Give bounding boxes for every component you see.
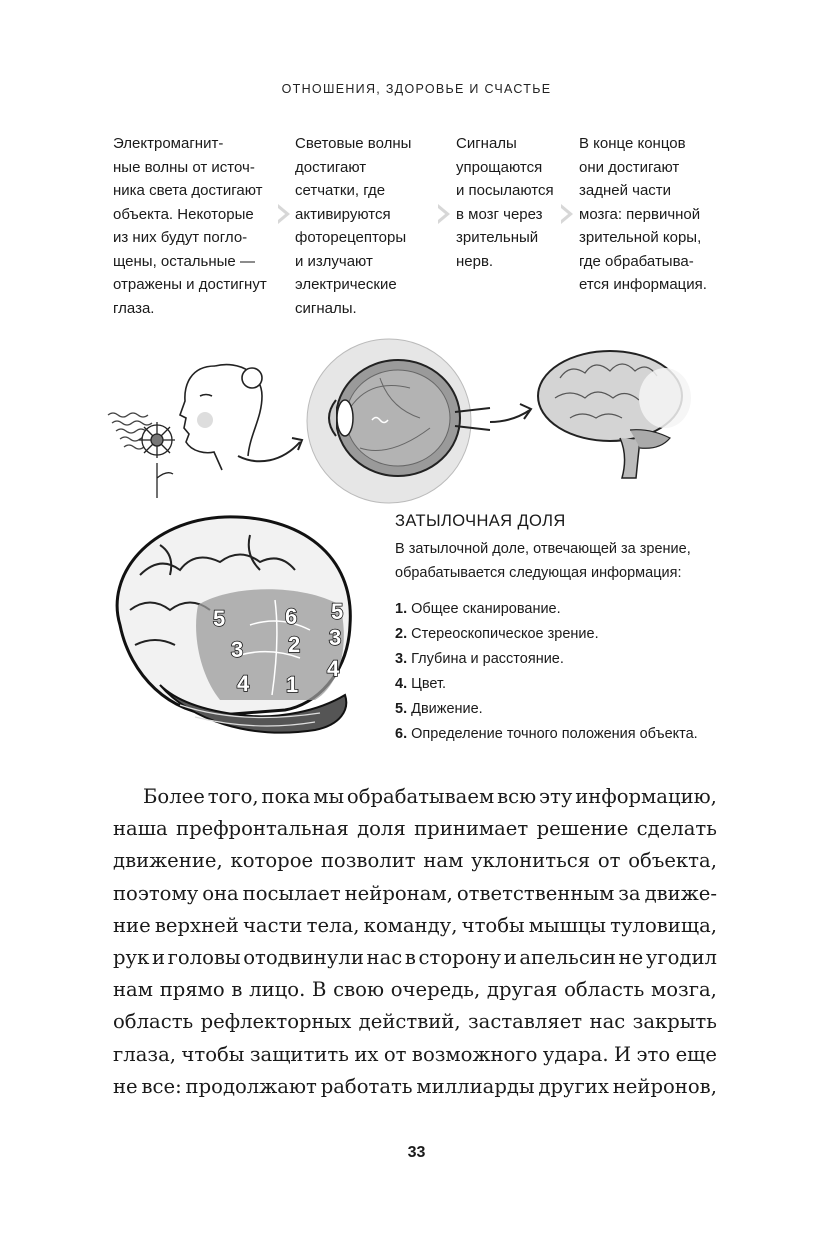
step-line: Электромагнит- <box>113 135 224 152</box>
face-profile-icon <box>180 365 262 470</box>
word: все: <box>141 1074 182 1098</box>
word: доля <box>357 817 406 841</box>
word: информацию, <box>575 785 717 808</box>
word: нейронов, <box>612 1074 717 1098</box>
word: работать <box>320 1074 413 1098</box>
word: префронтальная <box>176 817 349 841</box>
word: нас <box>366 946 403 970</box>
list-item <box>395 722 815 747</box>
item-number: 3. <box>395 651 408 667</box>
legend-title: ЗАТЫЛОЧНАЯ ДОЛЯ <box>395 512 566 530</box>
word: не <box>113 1074 138 1098</box>
diagram-label: 3 <box>231 637 244 662</box>
word: ние <box>113 913 151 937</box>
step-1-caption <box>113 132 267 320</box>
word: принимает <box>414 817 529 841</box>
word: того, <box>207 785 259 808</box>
word: И <box>614 1042 632 1066</box>
word: которое <box>230 849 314 873</box>
word: продолжают <box>185 1074 317 1098</box>
word: всю <box>497 785 537 808</box>
paragraph-line <box>113 974 717 1006</box>
word: команду, <box>363 913 458 937</box>
diagram-label: 1 <box>286 672 299 697</box>
word: в <box>404 946 416 970</box>
word: и <box>151 946 166 970</box>
word: еще <box>675 1042 717 1066</box>
word: другая <box>486 978 558 1002</box>
step-line: Световые волны <box>295 135 412 152</box>
flower-icon <box>139 422 175 498</box>
word: движение, <box>113 849 223 873</box>
step-line: и посылаются <box>456 182 554 199</box>
item-number: 1. <box>395 601 408 617</box>
chevron-right-icon <box>278 204 290 224</box>
paragraph-line <box>113 1006 717 1038</box>
word: закрыть <box>632 1010 717 1034</box>
paragraph-line <box>113 1071 717 1103</box>
paragraph-line <box>113 910 717 942</box>
word: это <box>636 1042 671 1066</box>
word: объекта, <box>628 849 717 873</box>
diagram-label: 5 <box>213 606 226 631</box>
list-item <box>395 697 815 722</box>
eye-cross-section-icon <box>307 339 490 503</box>
word: верхней <box>154 913 239 937</box>
word: рефлекторных <box>200 1010 352 1034</box>
word: Более <box>143 785 205 808</box>
brain-side-icon <box>538 351 691 478</box>
word: чтобы <box>181 1042 245 1066</box>
step-line: где обрабатыва- <box>579 252 694 270</box>
step-line: они достигают <box>579 158 680 176</box>
item-number: 2. <box>395 626 408 642</box>
step-line: щены, остальные — <box>113 252 255 270</box>
body-paragraph <box>113 781 717 1103</box>
item-text: Глубина и расстояние. <box>411 651 564 667</box>
word: глаза, <box>113 1042 176 1066</box>
word: нам <box>423 849 464 873</box>
word: нам <box>113 978 153 1002</box>
step-line: глаза. <box>113 299 155 317</box>
word: мы <box>313 785 345 808</box>
diagram-label: 4 <box>237 671 250 696</box>
step-line: упрощаются <box>456 158 543 176</box>
word: чтобы <box>461 913 525 937</box>
description-line: обрабатывается следующая информация: <box>395 565 682 581</box>
page-number: 33 <box>407 1144 426 1161</box>
word: эту <box>539 785 573 808</box>
word: посылает <box>242 881 341 905</box>
word: ответственным <box>456 881 615 905</box>
word: прямо <box>159 978 225 1002</box>
word: от <box>383 1042 407 1066</box>
item-text: Стереоскопическое зрение. <box>411 626 599 642</box>
step-line: из них будут погло- <box>113 229 248 246</box>
paragraph-line <box>113 813 717 845</box>
step-line: нерв. <box>456 252 494 270</box>
diagram-label: 3 <box>329 625 342 650</box>
diagram-label: 6 <box>285 604 298 629</box>
word: от <box>597 849 621 873</box>
step-line: мозга: первичной <box>579 205 701 223</box>
word: мозга, <box>651 978 717 1002</box>
word: других <box>538 1074 609 1098</box>
word: обрабатываем <box>346 785 495 808</box>
diagram-label: 4 <box>327 656 340 681</box>
word: не <box>618 946 644 970</box>
word: мышцы <box>528 913 606 937</box>
step-3-caption <box>456 132 554 273</box>
step-line: объекта. Некоторые <box>113 205 254 223</box>
word: В <box>312 978 327 1002</box>
paragraph-line <box>113 1039 717 1071</box>
list-item <box>395 622 815 647</box>
word: позволит <box>320 849 416 873</box>
item-text: Определение точного положения объекта. <box>411 726 698 742</box>
description-line: В затылочной доле, отвечающей за зрение, <box>395 541 691 557</box>
word: за <box>618 881 641 905</box>
step-line: Сигналы <box>456 135 517 152</box>
list-item <box>395 647 815 672</box>
step-line: активируются <box>295 205 391 223</box>
step-4-caption <box>579 132 707 297</box>
paragraph-line <box>113 781 717 813</box>
word: очередь, <box>390 978 481 1002</box>
step-line: фоторецепторы <box>295 229 407 246</box>
legend-description <box>395 537 815 585</box>
process-steps <box>0 132 833 332</box>
diagram-label: 5 <box>331 599 344 624</box>
word: сторону <box>418 946 502 970</box>
word: область <box>564 978 645 1002</box>
item-text: Цвет. <box>411 676 447 692</box>
word: и <box>503 946 517 970</box>
word: их <box>354 1042 379 1066</box>
step-line: в мозг через <box>456 205 543 223</box>
word: поэтому <box>113 881 199 905</box>
word: свою <box>333 978 385 1002</box>
diagram-label: 2 <box>288 632 301 657</box>
vision-pathway-illustration <box>0 338 833 508</box>
step-line: отражены и достигнут <box>113 276 267 293</box>
item-number: 5. <box>395 701 408 717</box>
word: заставляет <box>468 1010 583 1034</box>
step-line: зрительной коры, <box>579 229 702 246</box>
word: защитить <box>249 1042 349 1066</box>
step-line: ника света достигают <box>113 182 263 199</box>
step-line: В конце концов <box>579 135 686 152</box>
step-line: задней части <box>579 182 672 199</box>
word: в <box>231 978 243 1002</box>
word: уклониться <box>471 849 591 873</box>
word: нейронам, <box>344 881 453 905</box>
word: движе- <box>644 881 717 905</box>
paragraph-line <box>113 878 717 910</box>
item-text: Общее сканирование. <box>411 601 561 617</box>
item-text: Движение. <box>411 701 483 717</box>
step-line: сетчатки, где <box>295 182 386 199</box>
occipital-lobe-legend <box>395 512 815 747</box>
legend-list <box>395 597 815 747</box>
paragraph-line <box>113 942 717 974</box>
item-number: 4. <box>395 676 408 692</box>
word: действий, <box>358 1010 461 1034</box>
occipital-brain-diagram <box>100 505 370 750</box>
step-line: сигналы. <box>295 299 357 317</box>
word: наша <box>113 817 168 841</box>
chevron-right-icon <box>438 204 450 224</box>
word: решение <box>536 817 629 841</box>
chevron-right-icon <box>561 204 573 224</box>
step-line: достигают <box>295 158 367 176</box>
step-line: ные волны от источ- <box>113 158 255 176</box>
word: отодвинули <box>243 946 364 970</box>
word: рук <box>113 946 150 970</box>
word: туловища, <box>610 913 717 937</box>
paragraph-line <box>113 845 717 877</box>
word: удара. <box>542 1042 609 1066</box>
step-2-caption <box>295 132 411 320</box>
running-head: ОТНОШЕНИЯ, ЗДОРОВЬЕ И СЧАСТЬЕ <box>281 82 552 96</box>
word: область <box>113 1010 194 1034</box>
word: пока <box>261 785 311 808</box>
word: она <box>202 881 239 905</box>
word: миллиарды <box>416 1074 535 1098</box>
step-line: электрические <box>295 276 397 293</box>
word: возможного <box>411 1042 538 1066</box>
list-item <box>395 597 815 622</box>
step-line: зрительный <box>456 229 539 246</box>
item-number: 6. <box>395 726 408 742</box>
list-item <box>395 672 815 697</box>
word: лицо. <box>249 978 306 1002</box>
word: тела, <box>306 913 360 937</box>
arrow-icon <box>490 410 530 422</box>
word: нас <box>589 1010 626 1034</box>
word: сделать <box>636 817 717 841</box>
word: апельсин <box>519 946 616 970</box>
word: части <box>242 913 303 937</box>
word: угодил <box>645 946 717 970</box>
step-line: и излучают <box>295 252 373 270</box>
word: головы <box>167 946 241 970</box>
step-line: ется информация. <box>579 276 707 293</box>
